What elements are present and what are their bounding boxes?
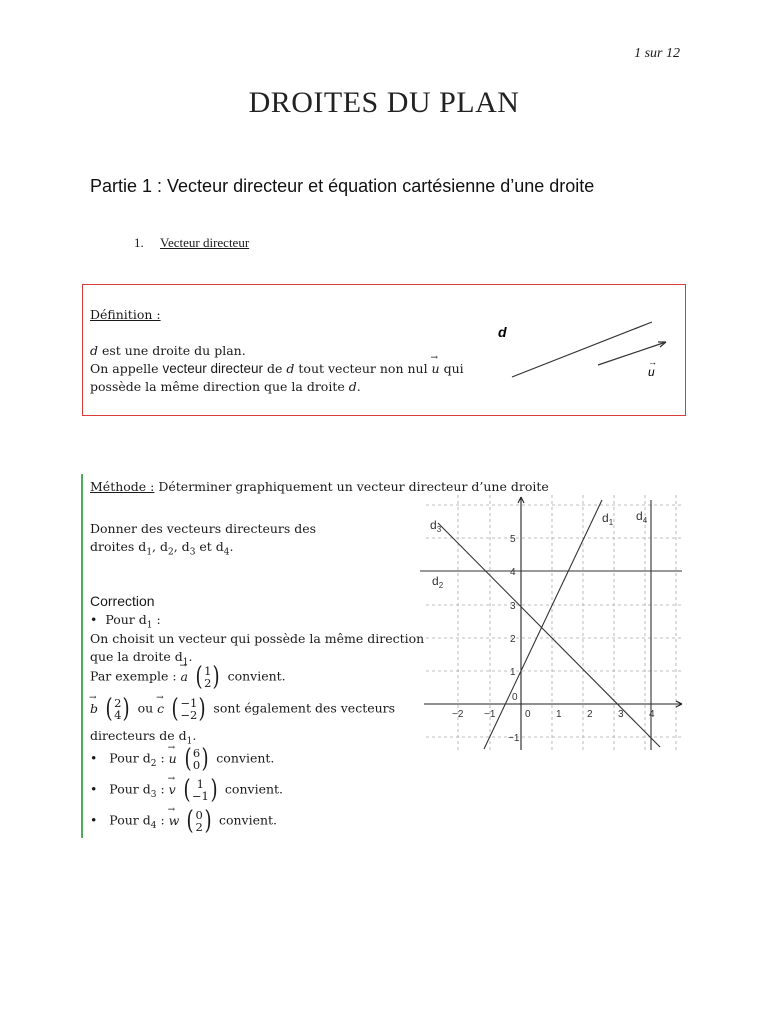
svg-text:1: 1	[510, 667, 516, 678]
svg-text:−1: −1	[484, 709, 496, 720]
method-heading	[90, 478, 549, 496]
part-heading: Partie 1 : Vecteur directeur et équation cartésienne d’une droite	[90, 176, 595, 196]
correction-p2: que la droite $d_1$.	[90, 649, 193, 668]
svg-text:1: 1	[556, 709, 562, 720]
lines-graph	[420, 495, 688, 755]
bullet-d4: • Pour $d_4$ : → w ( 0 2 ) convient.	[90, 808, 277, 836]
method-title: Déterminer graphiquement un vecteur directeur d’une droite	[154, 479, 549, 494]
svg-text:3: 3	[618, 709, 624, 720]
method-label: Méthode :	[90, 479, 155, 494]
bullet-d3: • Pour $d_3$ : → v ( 1 −1 ) convient.	[90, 777, 283, 805]
correction-p5: directeurs de $d_1$.	[90, 728, 197, 747]
bullet-d1: • Pour $d_1$ :	[90, 612, 161, 631]
definition-line1: d est une droite du plan.	[90, 343, 246, 358]
bullet-d2: • Pour $d_2$ : → u ( 6 0 ) convient.	[90, 746, 274, 774]
svg-text:2: 2	[510, 634, 516, 645]
definition-label: Définition :	[90, 307, 161, 322]
svg-text:−2: −2	[452, 709, 464, 720]
y-tick-labels	[508, 534, 520, 744]
label-u: u	[648, 365, 655, 379]
example-a: Par exemple : → a ( 1 2 ) convient.	[90, 664, 286, 690]
section-heading	[134, 235, 249, 251]
label-d2: $d_2$	[432, 574, 444, 590]
svg-text:0: 0	[512, 692, 518, 703]
section-title: Vecteur directeur	[160, 235, 250, 250]
svg-text:5: 5	[510, 534, 516, 545]
definition-figure	[490, 312, 680, 392]
svg-text:4: 4	[510, 567, 516, 578]
svg-text:4: 4	[649, 709, 655, 720]
term-vecteur-directeur: vecteur directeur	[162, 361, 264, 376]
section-number: 1.	[134, 235, 144, 250]
svg-text:−1: −1	[508, 733, 520, 744]
label-u-arrow: →	[648, 357, 657, 367]
svg-text:3: 3	[510, 601, 516, 612]
method-instruction-1: Donner des vecteurs directeurs des	[90, 521, 317, 536]
label-d1: $d_1$	[602, 511, 614, 527]
line-d1	[484, 500, 602, 749]
label-d: d	[498, 324, 507, 340]
svg-text:2: 2	[587, 709, 593, 720]
line-labels	[430, 509, 648, 590]
correction-heading: Correction	[90, 593, 155, 609]
page-title: DROITES DU PLAN	[248, 86, 520, 119]
definition-line3: possède la même direction que la droite d.	[90, 379, 361, 394]
method-instruction-2: droites $d_1$, $d_2$, $d_3$ et $d_4$.	[90, 539, 234, 558]
svg-text:0: 0	[525, 709, 531, 720]
example-b-c: → b ( 2 4 ) ou → c ( −1 −2 ) sont également des vecteurs	[90, 696, 395, 722]
page-number: 1 sur 12	[634, 46, 680, 61]
line-d3	[438, 523, 660, 747]
label-d4: $d_4$	[636, 509, 648, 525]
correction-p1: On choisit un vecteur qui possède la même direction	[90, 631, 425, 646]
grid	[426, 495, 682, 750]
line-d	[512, 322, 652, 377]
method-bar	[81, 474, 83, 838]
label-d3: $d_3$	[430, 518, 442, 534]
definition-line2: On appelle vecteur directeur de d tout vecteur non nul → u qui	[90, 360, 464, 378]
